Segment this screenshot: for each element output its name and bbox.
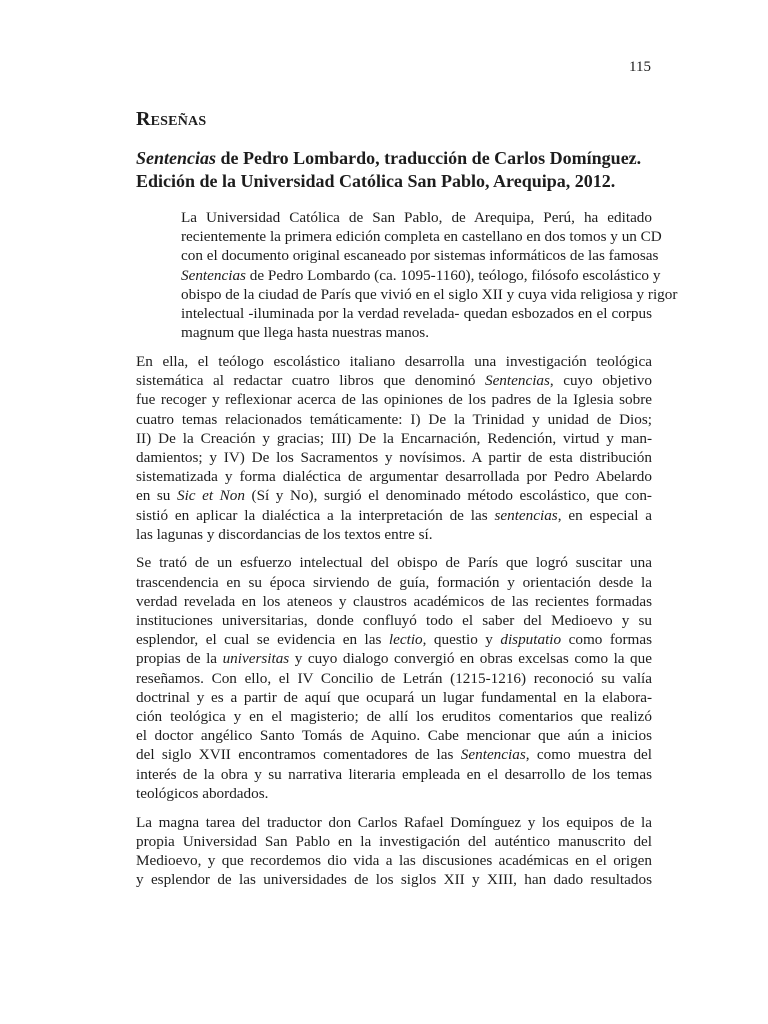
text-run: doctrinal y es a partir de aquí que ocupará un lugar fundamental en la elabora-: [136, 688, 652, 706]
text-run: obispo de la ciudad de París que vivió en el siglo XII y cuya vida religiosa y rigor: [181, 285, 678, 303]
text-run: propia Universidad San Pablo en la investigación del auténtico manuscrito del: [136, 832, 652, 850]
text-run: Medioevo, y que recordemos dio vida a las discusiones académicas en el origen: [136, 852, 652, 869]
text-run: las lagunas y discordancias de los textos entre sí.: [136, 525, 433, 543]
text-line: [136, 870, 652, 889]
section-title: Reseñas: [136, 108, 207, 130]
article-title-line-1-rest: de Pedro Lombardo, traducción de Carlos Domínguez.: [216, 148, 642, 168]
text-run: cuatro temas relacionados temáticamente: I) De la Trinidad y unidad de Dios;: [136, 410, 652, 428]
text-run: con el documento original escaneado por sistemas informáticos de las famosas: [181, 247, 659, 265]
text-run: intelectual -iluminada por la verdad revelada- quedan esbozados en el corpus: [181, 305, 652, 323]
text-line: [136, 669, 652, 688]
text-line: [136, 352, 652, 371]
italic-term: Sentencias: [181, 266, 246, 284]
text-line: [136, 410, 652, 429]
text-line: [136, 448, 652, 467]
text-line: [136, 227, 662, 246]
text-run: (Sí y No), surgió el denominado método escolástico, que con-: [244, 487, 652, 505]
paragraph: [136, 208, 678, 342]
text-line: [136, 553, 652, 572]
text-run: , questio y: [422, 631, 501, 649]
text-run: en su: [136, 487, 177, 505]
text-run: y esplendor de las universidades de los siglos XII y XIII, han dado resultados: [136, 871, 652, 889]
text-run: esplendor, el cual se evidencia en las: [136, 631, 389, 649]
text-line: [136, 688, 652, 707]
text-line: [136, 649, 652, 668]
italic-term: lectio: [388, 631, 423, 649]
article-title-line-2: Edición de la Universidad Católica San Pablo, Arequipa, 2012.: [136, 171, 616, 191]
text-line: [136, 467, 652, 486]
article-title-book-name: Sentencias: [136, 148, 217, 168]
text-line: [136, 784, 652, 803]
italic-term: sentencias: [494, 506, 558, 524]
text-run: , como muestra del: [525, 746, 652, 764]
text-run: y cuyo dialogo convergió en obras excelsas como la que: [289, 650, 652, 668]
text-line: [136, 429, 652, 448]
italic-term: universitas: [222, 650, 290, 668]
text-run: trascendencia en su época sirviendo de guía, formación y orientación desde la: [136, 573, 652, 591]
text-line: [136, 832, 652, 851]
text-run: el doctor angélico Santo Tomás de Aquino. Cabe mencionar que aún a inicios: [136, 727, 652, 745]
page-number: 115: [629, 59, 651, 75]
text-run: verdad revelada en los ateneos y claustros académicos de las recientes formadas: [136, 592, 652, 610]
italic-term: Sentencias: [460, 746, 526, 764]
text-run: reseñamos. Con ello, el IV Concilio de Letrán (1215-1216) reconoció su valía: [136, 669, 652, 687]
article-title-line-1: [136, 147, 642, 170]
text-run: recientemente la primera edición completa en castellano en dos tomos y un CD: [181, 228, 662, 246]
text-run: sistemática al redactar cuatro libros que denominó: [136, 372, 485, 390]
text-line: [136, 506, 652, 525]
text-run: magnum que llega hasta nuestras manos.: [181, 324, 429, 342]
text-line: [136, 246, 659, 265]
text-line: [136, 285, 678, 304]
text-line: [136, 630, 652, 649]
text-run: ción teológica y en el magisterio; de allí los eruditos comentarios que realizó: [136, 708, 652, 726]
text-line: [136, 390, 652, 409]
text-line: [136, 573, 652, 592]
text-line: [136, 266, 661, 285]
paragraph: [136, 553, 652, 803]
text-run: interés de la obra y su narrativa literaria empleada en el desarrollo de los temas: [136, 765, 652, 783]
review-body: [136, 208, 678, 899]
paragraph: [136, 813, 652, 890]
text-run: como formas: [561, 631, 653, 649]
text-line: [136, 208, 652, 227]
text-line: [136, 765, 652, 784]
text-line: [136, 304, 652, 323]
text-run: Se trató de un esfuerzo intelectual del obispo de París que logró suscitar una: [136, 554, 652, 572]
text-run: sistematizada y forma dialéctica de argumentar desarrollada por Pedro Abelardo: [136, 468, 652, 486]
text-run: , en especial a: [557, 506, 653, 524]
text-run: La Universidad Católica de San Pablo, de Arequipa, Perú, ha editado: [181, 209, 652, 226]
text-run: de Pedro Lombardo (ca. 1095-1160), teólogo, filósofo escolástico y: [245, 266, 661, 284]
text-line: [136, 323, 652, 342]
text-run: teológicos abordados.: [136, 784, 269, 802]
text-run: La magna tarea del traductor don Carlos Rafael Domínguez y los equipos de la: [136, 813, 652, 831]
text-line: [136, 486, 652, 505]
text-run: propias de la: [136, 650, 223, 668]
italic-term: Sentencias: [484, 372, 550, 390]
text-line: [136, 813, 652, 832]
text-run: instituciones universitarias, donde confluyó todo el saber del Medioevo y su: [136, 612, 652, 630]
text-run: II) De la Creación y gracias; III) De la Encarnación, Redención, virtud y man-: [136, 429, 652, 447]
article-title: [136, 147, 642, 193]
text-line: [136, 707, 652, 726]
paragraph: [136, 352, 652, 544]
italic-term: disputatio: [500, 631, 562, 649]
text-line: [136, 525, 652, 544]
text-run: , cuyo objetivo: [549, 372, 652, 390]
text-line: [136, 611, 652, 630]
text-line: [136, 851, 652, 870]
text-run: del siglo XVII encontramos comentadores de las: [136, 746, 461, 764]
text-run: fue recoger y reflexionar acerca de las opiniones de los padres de la Iglesia sobre: [136, 391, 652, 409]
text-run: damientos; y IV) De los Sacramentos y novísimos. A partir de esta distribución: [136, 448, 652, 466]
text-run: sistió en aplicar la dialéctica a la interpretación de las: [136, 506, 495, 524]
text-line: [136, 371, 652, 390]
text-run: En ella, el teólogo escolástico italiano desarrolla una investigación teológica: [136, 352, 652, 370]
text-line: [136, 745, 652, 764]
text-line: [136, 726, 652, 745]
italic-term: Sic et Non: [176, 487, 245, 505]
text-line: [136, 592, 652, 611]
